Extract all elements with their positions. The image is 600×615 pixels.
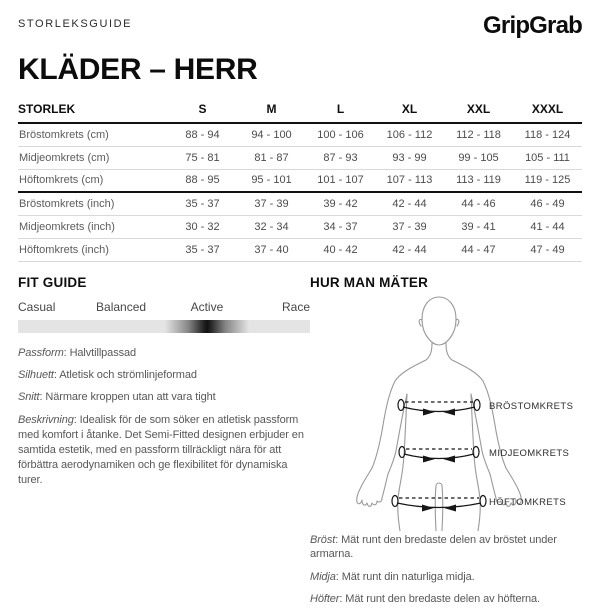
fit-scale-bar <box>18 320 310 333</box>
table-row <box>18 238 582 261</box>
gripgrab-logo: GripGrab <box>483 12 582 39</box>
body-measurement-diagram <box>326 293 582 531</box>
definition-line: Bröst: Mät runt den bredaste delen av bröstet under armarna. <box>310 533 557 561</box>
fit-scale-labels <box>18 300 310 315</box>
size-table <box>18 102 582 262</box>
size-value-cell: 35 - 37 <box>168 238 237 261</box>
definition-line: Silhuett: Atletisk och strömlinjeformad <box>18 368 197 381</box>
size-value-cell: 75 - 81 <box>168 146 237 169</box>
size-column-header: XL <box>375 102 444 123</box>
size-value-cell: 42 - 44 <box>375 192 444 215</box>
hip-label: HÖFTOMKRETS <box>489 496 567 508</box>
table-row <box>18 192 582 215</box>
size-value-cell: 32 - 34 <box>237 215 306 238</box>
fit-scale-label-race: Race <box>281 299 310 314</box>
row-label: Höftomkrets (cm) <box>18 169 168 192</box>
row-label: Bröstomkrets (cm) <box>18 123 168 146</box>
size-value-cell: 30 - 32 <box>168 215 237 238</box>
definition-line: Passform: Halvtillpassad <box>18 346 137 359</box>
definition-term: Höfter <box>310 593 340 606</box>
size-value-cell: 113 - 119 <box>444 169 513 192</box>
table-row <box>18 215 582 238</box>
size-value-cell: 37 - 39 <box>375 215 444 238</box>
definition-term: Midja <box>310 570 336 583</box>
fit-guide-section <box>18 275 310 615</box>
measure-instructions <box>310 533 582 608</box>
size-column-header: L <box>306 102 375 123</box>
size-value-cell: 37 - 40 <box>237 238 306 261</box>
definition-term: Silhuett <box>18 368 54 381</box>
definition-term: Beskrivning <box>18 413 74 426</box>
page-eyebrow: STORLEKSGUIDE <box>18 18 133 30</box>
size-value-cell: 87 - 93 <box>306 146 375 169</box>
size-value-cell: 37 - 39 <box>237 192 306 215</box>
size-value-cell: 35 - 37 <box>168 192 237 215</box>
fit-scale-label-balanced: Balanced <box>96 299 147 314</box>
fit-guide-title: FIT GUIDE <box>18 274 87 290</box>
page-title: KLÄDER – HERR <box>18 53 258 86</box>
size-value-cell: 94 - 100 <box>237 123 306 146</box>
size-column-header: XXL <box>444 102 513 123</box>
size-value-cell: 39 - 42 <box>306 192 375 215</box>
size-value-cell: 88 - 94 <box>168 123 237 146</box>
size-value-cell: 118 - 124 <box>513 123 582 146</box>
size-value-cell: 101 - 107 <box>306 169 375 192</box>
size-value-cell: 40 - 42 <box>306 238 375 261</box>
size-value-cell: 99 - 105 <box>444 146 513 169</box>
row-label: Midjeomkrets (cm) <box>18 146 168 169</box>
fit-details <box>18 346 310 488</box>
size-table-header-row <box>18 102 582 123</box>
top-bar <box>0 0 600 40</box>
table-row <box>18 123 582 146</box>
definition-line: Midja: Mät runt din naturliga midja. <box>310 570 475 583</box>
row-label: Höftomkrets (inch) <box>18 238 168 261</box>
definition-line: Höfter: Mät runt den bredaste delen av höfterna. <box>310 593 541 606</box>
size-column-header: M <box>237 102 306 123</box>
fit-scale-label-active: Active <box>190 299 224 314</box>
size-column-header: S <box>168 102 237 123</box>
fit-scale-marker <box>165 320 249 333</box>
definition-line: Beskrivning: Idealisk för de som söker en atletisk passform med komfort i åtanke. Det Semi-Fitted designen erbjuder en samtida estetik, med en passform tillräckligt nära för att förbättra aerodynamiken och ge flexibilitet för dynamiska turer. <box>18 413 304 486</box>
size-value-cell: 119 - 125 <box>513 169 582 192</box>
waist-label: MIDJEOMKRETS <box>489 447 570 459</box>
size-value-cell: 81 - 87 <box>237 146 306 169</box>
size-value-cell: 44 - 47 <box>444 238 513 261</box>
table-row <box>18 146 582 169</box>
size-value-cell: 100 - 106 <box>306 123 375 146</box>
size-value-cell: 39 - 41 <box>444 215 513 238</box>
size-value-cell: 88 - 95 <box>168 169 237 192</box>
size-value-cell: 105 - 111 <box>513 146 582 169</box>
size-value-cell: 112 - 118 <box>444 123 513 146</box>
size-column-header: XXXL <box>513 102 582 123</box>
definition-term: Passform <box>18 346 64 359</box>
measure-guide-section <box>310 275 582 615</box>
chest-label: BRÖSTOMKRETS <box>489 400 574 412</box>
measurement-arrows <box>422 408 456 511</box>
definition-term: Snitt <box>18 391 40 404</box>
table-row <box>18 169 582 192</box>
measure-guide-title: HUR MAN MÄTER <box>310 274 429 290</box>
size-value-cell: 41 - 44 <box>513 215 582 238</box>
definition-term: Bröst <box>310 533 336 546</box>
size-value-cell: 93 - 99 <box>375 146 444 169</box>
body-outline-icon <box>357 297 522 531</box>
size-value-cell: 107 - 113 <box>375 169 444 192</box>
size-value-cell: 42 - 44 <box>375 238 444 261</box>
size-value-cell: 47 - 49 <box>513 238 582 261</box>
size-value-cell: 46 - 49 <box>513 192 582 215</box>
definition-line: Snitt: Närmare kroppen utan att vara tight <box>18 391 216 404</box>
size-value-cell: 44 - 46 <box>444 192 513 215</box>
size-value-cell: 106 - 112 <box>375 123 444 146</box>
size-value-cell: 34 - 37 <box>306 215 375 238</box>
lower-section <box>0 262 600 615</box>
row-label: Bröstomkrets (inch) <box>18 192 168 215</box>
size-table-corner-header: STORLEK <box>18 102 168 123</box>
row-label: Midjeomkrets (inch) <box>18 215 168 238</box>
fit-scale-label-casual: Casual <box>18 299 56 314</box>
size-value-cell: 95 - 101 <box>237 169 306 192</box>
